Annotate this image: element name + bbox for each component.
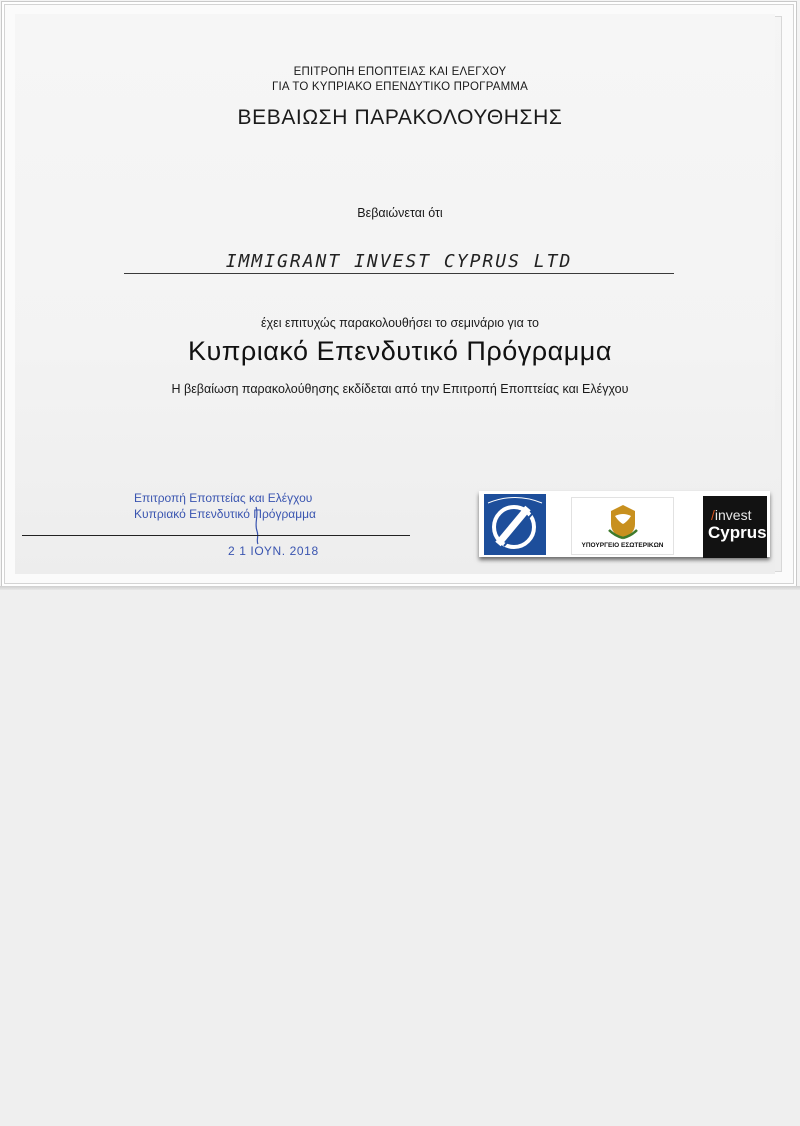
signature [250, 505, 264, 545]
civil-registry-logo-icon [484, 494, 546, 555]
recipient-name: IMMIGRANT INVEST CYPRUS LTD [225, 251, 573, 272]
signature-line [22, 535, 410, 536]
programme-name: Κυπριακό Επενδυτικό Πρόγραμμα [188, 336, 612, 366]
invest-logo-text: /invest [711, 507, 752, 523]
committee-name-line-2: ΓΙΑ ΤΟ ΚΥΠΡΙΑΚΟ ΕΠΕΝΔΥΤΙΚΟ ΠΡΟΓΡΑΜΜΑ [271, 81, 529, 93]
certificate-paper [15, 14, 775, 574]
ministry-of-interior-logo [571, 497, 674, 555]
cyprus-logo-text: Cyprus [708, 523, 767, 542]
certified-that-text: Βεβαιώνεται ότι [357, 206, 443, 220]
stamp-date: 2 1 ΙΟΥΝ. 2018 [228, 544, 319, 558]
recipient-name-line [124, 273, 674, 274]
stamp-committee-line: Επιτροπή Εποπτείας και Ελέγχου [134, 491, 313, 505]
attended-seminar-text: έχει επιτυχώς παρακολουθήσει το σεμινάριο για το [261, 316, 539, 330]
invest-cyprus-logo [703, 496, 767, 558]
issued-by-text: Η βεβαίωση παρακολούθησης εκδίδεται από την Επιτροπή Εποπτείας και Ελέγχου [171, 382, 629, 396]
certificate-title: ΒΕΒΑΙΩΣΗ ΠΑΡΑΚΟΛΟΥΘΗΣΗΣ [237, 106, 563, 129]
cyprus-coat-of-arms-icon [605, 502, 641, 540]
committee-name-line-1: ΕΠΙΤΡΟΠΗ ΕΠΟΠΤΕΙΑΣ ΚΑΙ ΕΛΕΓΧΟΥ [293, 66, 507, 78]
scan-edge [0, 586, 800, 590]
stamp-programme-line: Κυπριακό Επενδυτικό Πρόγραμμα [134, 507, 316, 521]
ministry-label: ΥΠΟΥΡΓΕΙΟ ΕΣΩΤΕΡΙΚΩΝ [581, 542, 664, 549]
